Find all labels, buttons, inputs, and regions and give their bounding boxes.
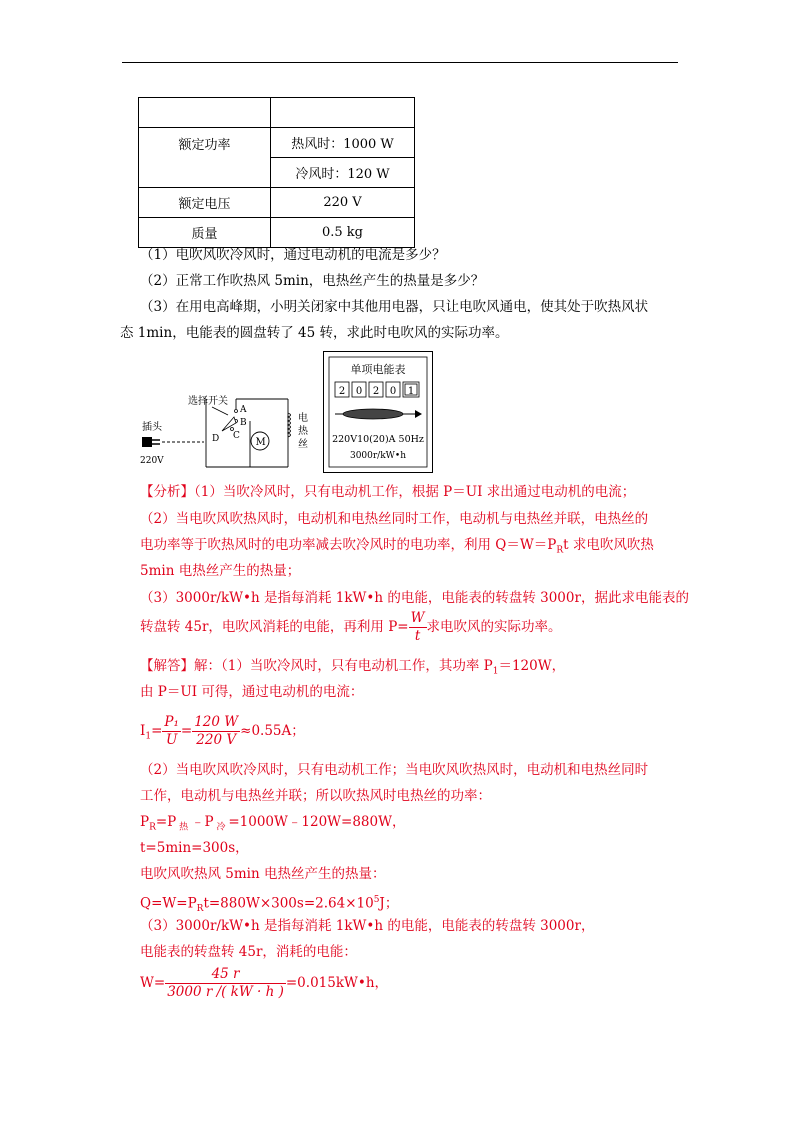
- meter-digit: 2: [372, 386, 380, 397]
- contact-B-label: B: [240, 418, 247, 428]
- analysis-line-1: 【分析】（1）当吹冷风时，只有电动机工作，根据 P＝UI 求出通过电动机的电流；: [140, 484, 636, 500]
- header-rule: [122, 62, 678, 63]
- table-row: [139, 188, 415, 218]
- rated-power-label: 额定功率: [139, 128, 271, 188]
- plug-icon: [142, 437, 152, 447]
- solution-line-2: 由 P＝UI 可得，通过电动机的电流：: [140, 684, 364, 700]
- contact-A-label: A: [240, 405, 247, 415]
- heater-label-2: 热: [298, 426, 308, 437]
- analysis-line-5: （3）3000r/kW•h 是指每消耗 1kW•h 的电能，电能表的转盘转 3000r，据此求电能表的: [140, 590, 689, 606]
- meter-digit: 0: [389, 386, 397, 397]
- solution-line-12: W= $\frac{45 r}{3000 r /( kW \cdot h )}$ =0.015kW•h，: [140, 966, 389, 1000]
- meter-digit: 2: [338, 386, 346, 397]
- meter-digit: 1: [407, 386, 415, 397]
- selector-switch-icon: [222, 417, 236, 431]
- switch-label: 选择开关: [188, 396, 228, 407]
- circuit-diagram: [140, 389, 320, 469]
- heater-label-1: 电: [298, 413, 308, 424]
- energy-fraction: $\frac{45 r}{3000 r /( kW \cdot h )}$: [167, 966, 284, 1000]
- question-2: （2）正常工作吹热风 5min，电热丝产生的热量是多少？: [140, 273, 485, 289]
- mass-value: 0.5 kg: [271, 218, 415, 248]
- spec-table: [138, 97, 415, 248]
- solution-line-11: 电能表的转盘转 45r，消耗的电能：: [140, 944, 357, 960]
- meter-constant: 3000r/kW•h: [349, 451, 407, 461]
- solution-line-10: （3）3000r/kW•h 是指每消耗 1kW•h 的电能，电能表的转盘转 3000r，: [140, 918, 595, 934]
- question-3-line-2: 态 1min，电能表的圆盘转了 45 转，求此时电吹风的实际功率。: [120, 325, 509, 341]
- table-cell: [139, 98, 271, 128]
- current-fraction-2: $\frac{120 W}{220 V}$: [194, 714, 239, 748]
- mass-label: 质量: [139, 218, 271, 248]
- solution-line-9: $Q=W=P_Rt=880W\times 300s=2.64\times 10^5J$；: [140, 895, 399, 915]
- current-fraction-1: $\frac{\text{P₁}}{U}$: [164, 714, 179, 748]
- solution-line-3: $I_1=$ $\frac{\text{P₁}}{U}$ = $\frac{120 W}{220 V}$ ≈0.55A；: [140, 714, 305, 748]
- question-3-line-1: （3）在用电高峰期，小明关闭家中其他用电器，只让电吹风通电，使其处于吹热风状: [140, 299, 649, 315]
- analysis-line-4: 5min 电热丝产生的热量；: [140, 563, 301, 579]
- meter-title: 单项电能表: [350, 363, 406, 376]
- solution-line-7: t=5min=300s，: [140, 840, 249, 856]
- voltage-label: 220V: [140, 456, 164, 466]
- heater-coil-icon: [288, 413, 291, 437]
- solution-line-5: 工作，电动机与电热丝并联；所以吹热风时电热丝的功率：: [140, 788, 491, 804]
- hot-wind-power: 热风时：1000 W: [271, 128, 415, 158]
- question-1: （1）电吹风吹冷风时，通过电动机的电流是多少？: [140, 247, 446, 263]
- table-row: [139, 128, 415, 158]
- rated-voltage-value: 220 V: [271, 188, 415, 218]
- electric-meter: [323, 351, 433, 473]
- meter-digit: 0: [355, 386, 363, 397]
- solution-line-8: 电吹风吹热风 5min 电热丝产生的热量：: [140, 866, 386, 882]
- rated-voltage-label: 额定电压: [139, 188, 271, 218]
- analysis-line-2: （2）当电吹风吹热风时，电动机和电热丝同时工作，电动机与电热丝并联，电热丝的: [140, 511, 649, 527]
- solution-line-1: 【解答】解：（1）当吹冷风时，只有电动机工作，其功率 $P_1=120W$，: [140, 658, 566, 677]
- table-row: [139, 218, 415, 248]
- analysis-line-3: 电功率等于吹热风时的电功率减去吹冷风时的电功率，利用 $Q=W=P_Rt$ 求电吹风吹热: [140, 537, 654, 556]
- solution-line-4: （2）当电吹风吹冷风时，只有电动机工作；当电吹风吹热风时，电动机和电热丝同时: [140, 762, 649, 778]
- contact-C-label: C: [233, 431, 240, 441]
- plug-label: 插头: [142, 422, 162, 433]
- power-formula-fraction: $\frac{W}{t}$: [410, 610, 425, 644]
- analysis-line-6: 转盘转 45r，电吹风消耗的电能，再利用 P= $\frac{W}{t}$ 求电吹风的实际功率。: [140, 610, 562, 644]
- motor-label: M: [255, 437, 266, 448]
- cold-wind-power: 冷风时：120 W: [271, 158, 415, 188]
- table-row: [139, 98, 415, 128]
- heater-label-3: 丝: [298, 439, 308, 450]
- solution-line-6: $P_R=P$ $_热$ ﹣P $_冷$ =1000W﹣120W=880W，: [140, 814, 406, 833]
- meter-rating: 220V10(20)A 50Hz: [332, 434, 424, 445]
- contact-D-label: D: [212, 434, 220, 444]
- table-cell: [271, 98, 415, 128]
